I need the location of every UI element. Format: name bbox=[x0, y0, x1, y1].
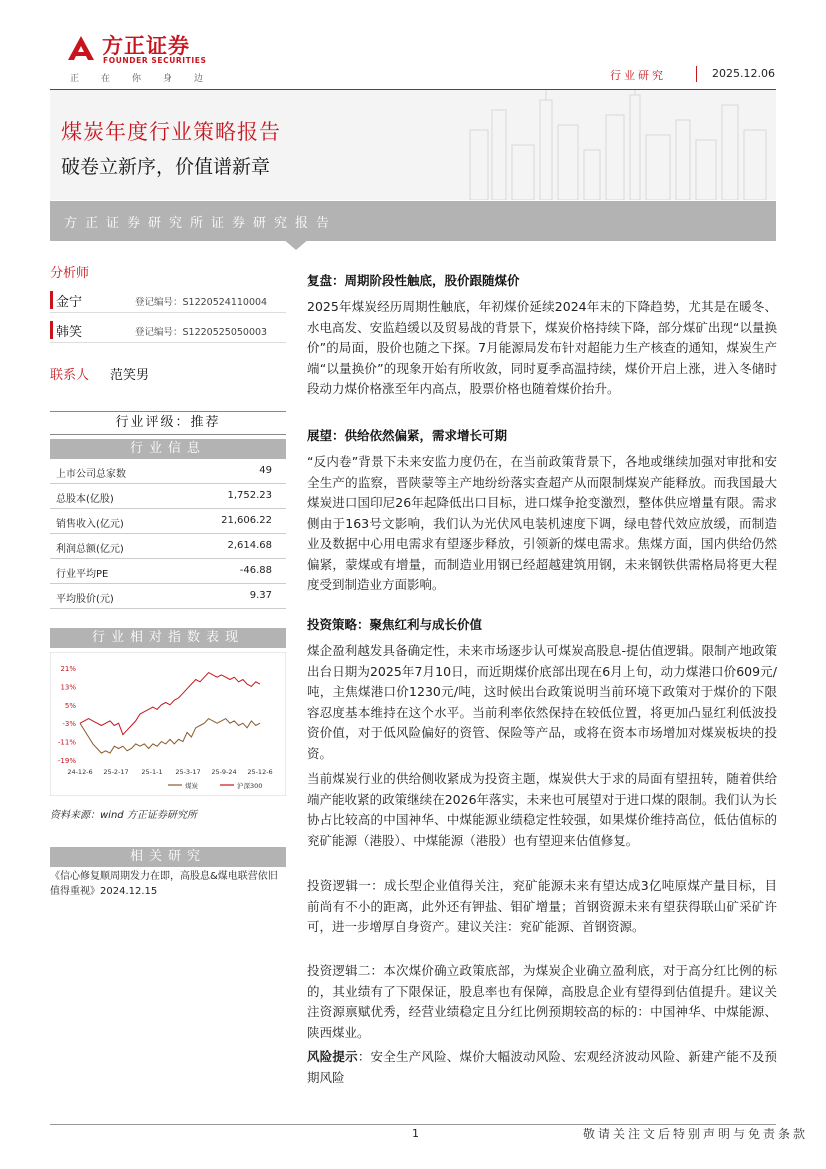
y-tick-label: -19% bbox=[57, 757, 76, 765]
section-title: 展望：供给依然偏紧，需求增长可期 bbox=[307, 428, 508, 443]
x-tick-label: 24-12-6 bbox=[67, 768, 93, 776]
series-line-沪深300 bbox=[80, 673, 260, 735]
info-row bbox=[50, 534, 286, 559]
analyst-marker bbox=[50, 321, 53, 339]
section-title: 复盘：周期阶段性触底，股价跟随煤价 bbox=[307, 273, 520, 288]
x-tick-label: 25-3-17 bbox=[175, 768, 201, 776]
logo-text: 方正证券 bbox=[102, 34, 190, 58]
info-value: -46.88 bbox=[239, 565, 272, 576]
y-tick-label: -3% bbox=[62, 720, 76, 729]
info-value: 2,614.68 bbox=[227, 540, 272, 551]
info-value: 49 bbox=[259, 465, 272, 476]
y-tick-label: 5% bbox=[64, 701, 76, 710]
info-row bbox=[50, 484, 286, 509]
info-key: 利润总额(亿元) bbox=[56, 544, 124, 555]
info-row bbox=[50, 584, 286, 609]
index-chart-heading: 行业相对指数表现 bbox=[50, 628, 286, 648]
contact-label: 联系人 bbox=[50, 368, 90, 383]
section-text bbox=[307, 297, 777, 400]
paragraph: “反内卷”背景下未来安监力度仍在，在当前政策背景下，各地或继续加强对审批和安全生产的监察，晋陕蒙等主产地纷纷落实查超产从而限制煤炭产能释放。而我国最大煤炭进口国印尼26年起降低出口目标，进口煤争抢变激烈，整体供应增量有限。需求侧由于163号文影响，我们认为光伏风电装机速度下调，绿电替代效应放缓，而制造业及数据中心用电需求有望逐步释放，引领新的煤电需求。焦煤方面，国内供给仍然偏紧，蒙煤或有增量，而制造业用钢已经超越建筑用钢，未来钢铁供需格局将更大程度受到制造业方面影响。 bbox=[307, 454, 777, 592]
founder-logo-icon bbox=[66, 34, 96, 62]
related-heading: 相关研究 bbox=[50, 847, 286, 867]
analyst-reg: 登记编号：S1220525050003 bbox=[135, 327, 268, 338]
analyst-heading: 分析师 bbox=[50, 266, 90, 281]
series-line-煤炭 bbox=[80, 719, 260, 754]
section-text bbox=[307, 769, 777, 851]
logo-text-en: FOUNDER SECURITIES bbox=[103, 56, 207, 65]
index-chart bbox=[50, 652, 286, 796]
risk-title: 风险提示 bbox=[307, 1049, 358, 1064]
related-report[interactable]: 《信心修复顺周期发力在即，高股息&煤电联营依旧值得重视》2024.12.15 bbox=[50, 871, 278, 897]
info-value: 1,752.23 bbox=[227, 490, 272, 501]
banner-notch bbox=[282, 238, 310, 250]
info-key: 上市公司总家数 bbox=[56, 469, 126, 480]
paragraph: 煤企盈利越发具备确定性，未来市场逐步认可煤炭高股息-提估值逻辑。限制产地政策出台日期为2025年7月10日，而近期煤价底部出现在6月上旬，动力煤港口价609元/吨，主焦煤港口价1230元/吨，这时候出台政策说明当前环境下政策对于煤价的下限容忍度基本维持在这个水平。当前利率依然保持在较低位置，将更加凸显红利低波投资价值，对于低风险偏好的资管、保险等产品，或将在资本市场增加对煤炭板块的投资。 bbox=[307, 643, 777, 761]
info-key: 行业平均PE bbox=[56, 569, 109, 580]
analyst-marker bbox=[50, 291, 53, 309]
info-key: 销售收入(亿元) bbox=[56, 519, 124, 530]
header-divider bbox=[696, 66, 697, 82]
x-tick-label: 25-9-24 bbox=[211, 768, 237, 776]
banner-strip-text: 方正证券研究所证券研究报告 bbox=[64, 216, 338, 231]
slogan: 正在你身边 bbox=[70, 74, 226, 84]
x-tick-label: 25-1-1 bbox=[141, 768, 163, 776]
paragraph: 投资逻辑二：本次煤价确立政策底部，为煤炭企业确立盈利底，对于高分红比例的标的，其业绩有了下限保证，股息率也有保障，高股息企业有望得到估值提升。建议关注资源禀赋优秀，经营业绩稳定且分红比例预期较高的标的：中国神华、中煤能源、陕西煤业。 bbox=[307, 963, 777, 1040]
report-category: 行业研究 bbox=[610, 69, 666, 82]
report-subtitle: 破卷立新序，价值谱新章 bbox=[61, 156, 271, 178]
page-number: 1 bbox=[412, 1127, 419, 1140]
analyst-row bbox=[50, 288, 286, 313]
paragraph: 当前煤炭行业的供给侧收紧成为投资主题，煤炭供大于求的局面有望扭转，随着供给端产能收紧的政策继续在2026年落实，未来也可展望对于进口煤的限制。我们认为长协占比较高的中国神华、中煤能源业绩稳定性较强，如果煤价维持高位，低估值标的兖矿能源（港股）、中煤能源（港股）也有望迎来估值修复。 bbox=[307, 771, 777, 848]
chart-source: 资料来源：wind 方正证券研究所 bbox=[50, 810, 197, 821]
info-value: 21,606.22 bbox=[221, 515, 272, 526]
report-date: 2025.12.06 bbox=[712, 67, 775, 80]
analyst-reg: 登记编号：S1220524110004 bbox=[135, 297, 268, 308]
analyst-name: 韩笑 bbox=[56, 325, 83, 340]
y-tick-label: -11% bbox=[57, 738, 76, 747]
section-title: 投资策略：聚焦红利与成长价值 bbox=[307, 617, 483, 632]
info-row bbox=[50, 509, 286, 534]
analyst-name: 金宁 bbox=[56, 295, 83, 310]
legend-label: 沪深300 bbox=[237, 782, 263, 790]
industry-info-heading: 行业信息 bbox=[50, 439, 286, 459]
analyst-row bbox=[50, 318, 286, 343]
paragraph: 2025年煤炭经历周期性触底，年初煤价延续2024年末的下降趋势，尤其是在暖冬、水电高发、安监趋缓以及贸易战的背景下，煤炭价格持续下降，部分煤矿出现“以量换价”的局面，股价也随之下探。7月能源局发布针对超能力生产核查的通知，煤炭生产端“以量换价”的现象开始有所收敛，同时夏季高温持续，煤价开启上涨，进入冬储时段动力煤价格涨至年内高点，股票价格也随着煤价抬升。 bbox=[307, 299, 777, 396]
paragraph: 投资逻辑一：成长型企业值得关注，兖矿能源未来有望达成3亿吨原煤产量目标，目前尚有不小的距离，此外还有钾盐、钼矿增量；首钢资源未来有望获得联山矿采矿许可，进一步增厚自身资产。建议关注：兖矿能源、首钢资源。 bbox=[307, 878, 777, 934]
report-title: 煤炭年度行业策略报告 bbox=[61, 120, 281, 144]
section-text bbox=[307, 641, 777, 764]
section-text bbox=[307, 961, 777, 1043]
risk-text: ：安全生产风险、煤价大幅波动风险、宏观经济波动风险、新建产能不及预期风险 bbox=[307, 1049, 777, 1085]
section-text bbox=[307, 876, 777, 938]
y-tick-label: 21% bbox=[60, 665, 76, 673]
info-row bbox=[50, 559, 286, 584]
info-key: 平均股价(元) bbox=[56, 594, 114, 605]
y-tick-label: 13% bbox=[60, 683, 76, 692]
contact-name: 范笑男 bbox=[110, 368, 150, 383]
section-text bbox=[307, 452, 777, 596]
info-value: 9.37 bbox=[249, 590, 272, 601]
disclaimer-note[interactable]: 敬请关注文后特别声明与免责条款 bbox=[583, 1127, 809, 1141]
info-row bbox=[50, 459, 286, 484]
risk-section bbox=[307, 1047, 777, 1088]
industry-rating: 行业评级：推荐 bbox=[50, 411, 286, 435]
x-tick-label: 25-2-17 bbox=[103, 768, 129, 776]
x-tick-label: 25-12-6 bbox=[247, 768, 273, 776]
info-key: 总股本(亿股) bbox=[56, 494, 114, 505]
legend-label: 煤炭 bbox=[185, 782, 198, 790]
